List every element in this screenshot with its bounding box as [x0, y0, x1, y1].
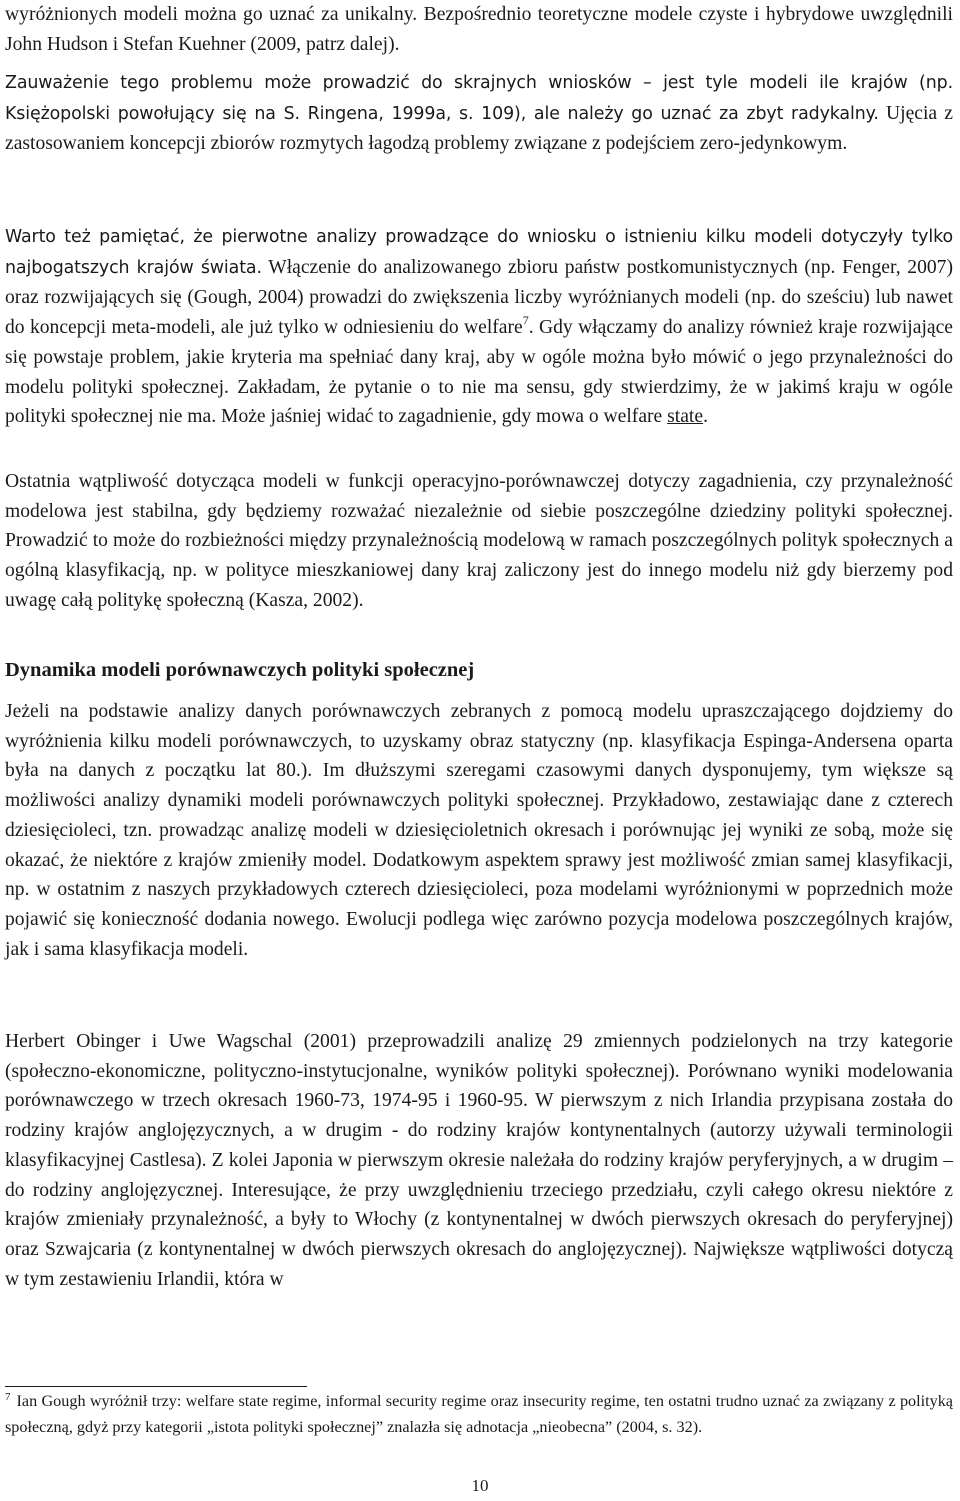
paragraph-3-serif-part-b: . Gdy włączamy do analizy również kraje rozwijające się powstaje problem, jakie kryteria ma spełniać dany kraj, aby w ogóle można było mówić o jego przynależności do modelu polityki społecznej. Zakładam, że pytanie o to nie ma sensu, gdy stwierdzimy, że w jakimś kraju w ogóle polityki społecznej nie ma. Może jaśniej widać to zagadnienie, gdy mowa o welfare — [5, 317, 953, 428]
page-number: 10 — [471, 1476, 489, 1495]
paragraph-5 — [5, 697, 953, 964]
footnote-marker: 7 — [5, 1391, 11, 1403]
section-heading: Dynamika modeli porównawczych polityki społecznej — [5, 659, 475, 681]
paragraph-5-text: Jeżeli na podstawie analizy danych porównawczych zebranych z pomocą modelu upraszczającego dojdziemy do wyróżnienia kilku modeli porównawczych, to uzyskamy obraz statyczny (np. klasyfikacja Espinga-Andersena oparta była na danych z początku lat 80.). Im dłuższymi szeregami czasowymi danych dysponujemy, tym większe są możliwości analizy dynamiki modeli porównawczych polityki społecznej. Przykładowo, zestawiając dane z czterech dziesięcioleci, tzn. prowadząc analizę modeli w dziesięcioletnich okresach i porównując jej wyniki ze sobą, może się okazać, że niektóre z krajów zmieniły model. Dodatkowym aspektem sprawy jest możliwość zmian samej klasyfikacji, np. w ostatnim z naszych przykładowych czterech dziesięcioleci, poza modelami wyróżnionymi w poprzednich może pojawić się konieczność dodania nowego. Ewolucji podlega więc zarówno pozycja modelowa poszczególnych krajów, jak i sama klasyfikacja modeli. — [5, 701, 953, 960]
paragraph-3-sans-part: Warto też pamiętać, że pierwotne analizy prowadzące do wniosku o istnieniu kilku modeli dotyczyły tylko najbogatszych krajów świata. — [5, 227, 953, 278]
paragraph-6 — [5, 1027, 953, 1294]
paragraph-2 — [5, 68, 953, 159]
paragraph-4 — [5, 467, 953, 616]
paragraph-4-text: Ostatnia wątpliwość dotycząca modeli w funkcji operacyjno-porównawczej dotyczy zagadnienia, czy przynależność modelowa jest stabilna, gdy będziemy rozważać niezależnie od siebie poszczególne dziedziny polityki społecznej. Prowadzić to może do rozbieżności między przynależnością modelową w ramach poszczególnych polityk społecznych a ogólną klasyfikacją, np. w polityce mieszkaniowej dany kraj zaliczony jest do innego modelu niż gdy bierzemy pod uwagę całą politykę społeczną (Kasza, 2002). — [5, 471, 953, 611]
paragraph-3 — [5, 222, 953, 432]
footnote-reference[interactable]: 7 — [522, 312, 529, 327]
footnote-separator — [5, 1386, 307, 1387]
paragraph-3-serif-part-a: Włączenie do analizowanego zbioru państw postkomunistycznych (np. Fenger, 2007) oraz rozwijających się (Gough, 2004) prowadzi do zwiększenia liczby wyróżnianych modeli (np. do sześciu) lub nawet do koncepcji meta-modeli, ale już tylko w odniesieniu do welfare — [5, 256, 953, 339]
underlined-word: state — [667, 406, 704, 428]
footnote-text: Ian Gough wyróżnił trzy: welfare state regime, informal security regime oraz insecurity regime, ten ostatni trudno uznać za związany z polityką społeczną, gdyż przy kategorii „istota polityki społecznej” znalazła się adnotacja „nieobecna” (2004, s. 32). — [5, 1392, 953, 1436]
paragraph-1 — [5, 0, 953, 59]
paragraph-1-text: wyróżnionych modeli można go uznać za unikalny. Bezpośrednio teoretyczne modele czyste i hybrydowe uwzględnili John Hudson i Stefan Kuehner (2009, patrz dalej). — [5, 4, 953, 55]
paragraph-2-serif-part: Ujęcia z zastosowaniem koncepcji zbiorów rozmytych łagodzą problemy związane z podejściem zero-jedynkowym. — [5, 102, 954, 155]
paragraph-2-sans-part: Zauważenie tego problemu może prowadzić do skrajnych wniosków – jest tyle modeli ile krajów (np. Księżopolski powołujący się na S. Ringena, 1999a, s. 109), ale należy go uznać za zbyt radykalny. — [5, 73, 953, 124]
paragraph-3-end: . — [703, 406, 708, 428]
footnote — [5, 1390, 953, 1439]
paragraph-6-text: Herbert Obinger i Uwe Wagschal (2001) przeprowadzili analizę 29 zmiennych podzielonych na trzy kategorie (społeczno-ekonomiczne, polityczno-instytucjonalne, wyników polityki społecznej). Porównano wyniki modelowania porównawczego w trzech okresach 1960-73, 1974-95 i 1960-95. W pierwszym z nich Irlandia przypisana została do rodziny krajów anglojęzycznych, a w drugim - do rodziny krajów kontynentalnych (autorzy używali terminologii klasyfikacyjnej Castlesa). Z kolei Japonia w pierwszym okresie należała do rodziny krajów peryferyjnych, a w drugim – do rodziny anglojęzycznej. Interesujące, że przy uwzględnieniu trzeciego przedziału, czyli całego okresu niektóre z krajów zmieniały przynależność, a były to Włochy (z kontynentalnej w dwóch pierwszych okresach do peryferyjnej) oraz Szwajcaria (z kontynentalnej w dwóch pierwszych okresach do anglojęzycznej). Największe wątpliwości dotyczą w tym zestawieniu Irlandii, która w — [5, 1031, 953, 1290]
